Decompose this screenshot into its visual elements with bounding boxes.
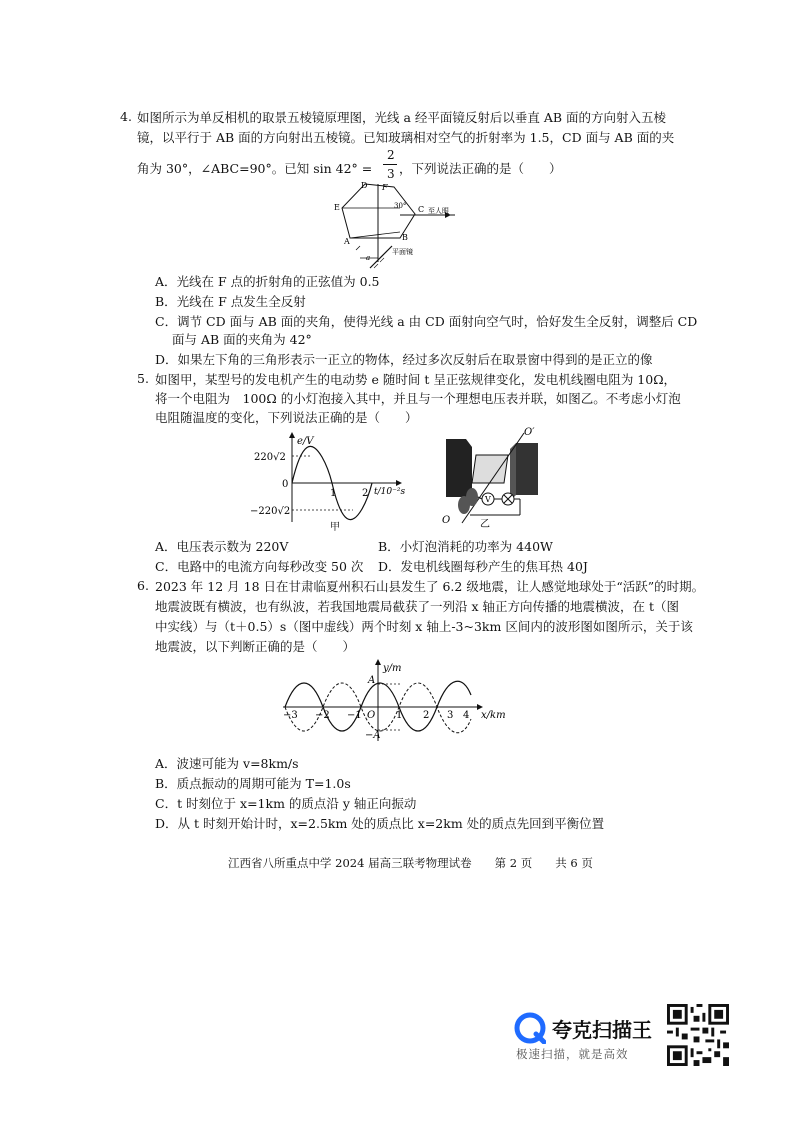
q6-number: 6.	[137, 578, 149, 593]
q5-line1: 如图甲，某型号的发电机产生的电动势 e 随时间 t 呈正弦规律变化，发电机线圈电阻为 10Ω，	[155, 372, 677, 387]
qr-code-icon	[667, 1004, 729, 1066]
emf-ylabel: e/V	[297, 436, 314, 447]
q5-option-b: B．小灯泡消耗的功率为 440W	[378, 539, 553, 554]
emf-caption: 甲	[330, 522, 340, 533]
q6-option-a: A．波速可能为 v=8km/s	[155, 756, 299, 771]
fig-angle-label: 30°	[394, 202, 407, 210]
pentaprism-figure	[330, 180, 500, 270]
fig-C-label: C	[418, 205, 425, 214]
wave-tick: 3	[447, 710, 454, 721]
q4-line2: 镜，以平行于 AB 面的方向射出五棱镜。已知玻璃相对空气的折射率为 1.5，CD 面与 AB 面的夹	[137, 130, 675, 145]
emf-ymax: 220√2	[254, 452, 286, 463]
emf-ymin: −220√2	[250, 506, 291, 517]
fig-a-label: a	[366, 254, 371, 262]
q4-option-c1: C．调节 CD 面与 AB 面的夹角，使得光线 a 由 CD 面射向空气时，恰好发生全反射，调整后 CD	[155, 314, 698, 329]
q6-line2: 地震波既有横波，也有纵波，若我国地震局截获了一列沿 x 轴正方向传播的地震横波，在 t（图	[155, 599, 679, 614]
scanner-brand-name: 夸克扫描王	[552, 1018, 652, 1042]
fig-E-label: E	[334, 203, 340, 212]
fig-mirror-label: 平面镜	[392, 248, 413, 256]
wave-tick: −3	[283, 710, 298, 721]
wave-ylabel: y/m	[383, 663, 402, 674]
fig-B-label: B	[402, 233, 408, 242]
scanner-slogan: 极速扫描，就是高效	[516, 1047, 629, 1061]
q6-option-b: B．质点振动的周期可能为 T=1.0s	[155, 776, 351, 791]
q4-line1: 如图所示为单反相机的取景五棱镜原理图，光线 a 经平面镜反射后以垂直 AB 面的方向射入五棱	[137, 110, 667, 125]
wave-graph	[275, 655, 515, 745]
q6-line3: 中实线）与（t＋0.5）s（图中虚线）两个时刻 x 轴上-3~3km 区间内的波形图如图所示，关于该	[155, 619, 693, 634]
wave-tick: 1	[396, 710, 403, 721]
q4-line3b: ，下列说法正确的是（ ）	[399, 161, 562, 176]
emf-graph	[250, 430, 410, 534]
scanner-logo-icon	[514, 1012, 546, 1044]
fig-A-label: A	[344, 237, 350, 246]
q4-option-d: D．如果左下角的三角形表示一正立的物体，经过多次反射后在取景窗中得到的是正立的像	[155, 352, 653, 367]
q6-option-d: D．从 t 时刻开始计时，x=2.5km 处的质点比 x=2km 处的质点先回到平衡位置	[155, 816, 605, 831]
q5-option-a: A．电压表示数为 220V	[155, 539, 289, 554]
emf-xlabel: t/10⁻²s	[374, 487, 406, 497]
axis-top-label: O′	[524, 427, 535, 438]
wave-tick: 4	[463, 710, 470, 721]
wave-tick: −2	[315, 710, 330, 721]
q4-option-b: B．光线在 F 点发生全反射	[155, 294, 306, 309]
fig-eye-label: 至人眼	[428, 207, 449, 215]
q4-option-a: A．光线在 F 点的折射角的正弦值为 0.5	[155, 274, 380, 289]
q6-line1: 2023 年 12 月 18 日在甘肃临夏州积石山县发生了 6.2 级地震，让人感觉地球处于“活跃”的时期。	[155, 579, 705, 594]
wave-tick: −1	[347, 710, 362, 721]
q4-frac-num: 2	[387, 148, 395, 162]
q6-option-c: C．t 时刻位于 x=1km 的质点沿 y 轴正向振动	[155, 796, 417, 811]
wave-xlabel: x/km	[481, 710, 506, 721]
wave-origin-label: O	[367, 710, 376, 721]
scanner-watermark	[514, 1010, 664, 1066]
q4-frac-den: 3	[387, 167, 395, 181]
q5-line2: 将一个电阻为 100Ω 的小灯泡接入其中，并且与一个理想电压表并联，如图乙。不考虑小灯泡	[155, 391, 681, 406]
page-footer: 江西省八所重点中学 2024 届高三联考物理试卷 第 2 页 共 6 页	[228, 856, 593, 870]
fig-D-label: D	[361, 181, 368, 190]
emf-x2: 2	[362, 488, 369, 499]
voltmeter-label: V	[485, 495, 491, 504]
wave-neg-amp-label: −A	[365, 730, 381, 741]
fig-F-label: F	[382, 183, 388, 192]
wave-tick: 2	[423, 710, 430, 721]
emf-x1: 1	[330, 488, 337, 499]
q4-line3a: 角为 30°，∠ABC=90°。已知 sin 42° =	[137, 161, 373, 176]
emf-origin: 0	[282, 479, 289, 490]
q4-number: 4.	[120, 109, 132, 124]
q5-option-d: D．发电机线圈每秒产生的焦耳热 40J	[378, 559, 588, 574]
wave-amp-label: A	[368, 675, 376, 686]
q5-line3: 电阻随温度的变化，下列说法正确的是（ ）	[155, 410, 418, 425]
q5-option-c: C．电路中的电流方向每秒改变 50 次	[155, 559, 364, 574]
generator-caption: 乙	[480, 519, 490, 530]
q6-line4: 地震波，以下判断正确的是（ ）	[155, 639, 356, 654]
q5-number: 5.	[137, 371, 149, 386]
q4-option-c2: 面与 AB 面的夹角为 42°	[172, 332, 312, 347]
axis-bottom-label: O	[442, 515, 451, 526]
generator-figure	[438, 425, 550, 535]
